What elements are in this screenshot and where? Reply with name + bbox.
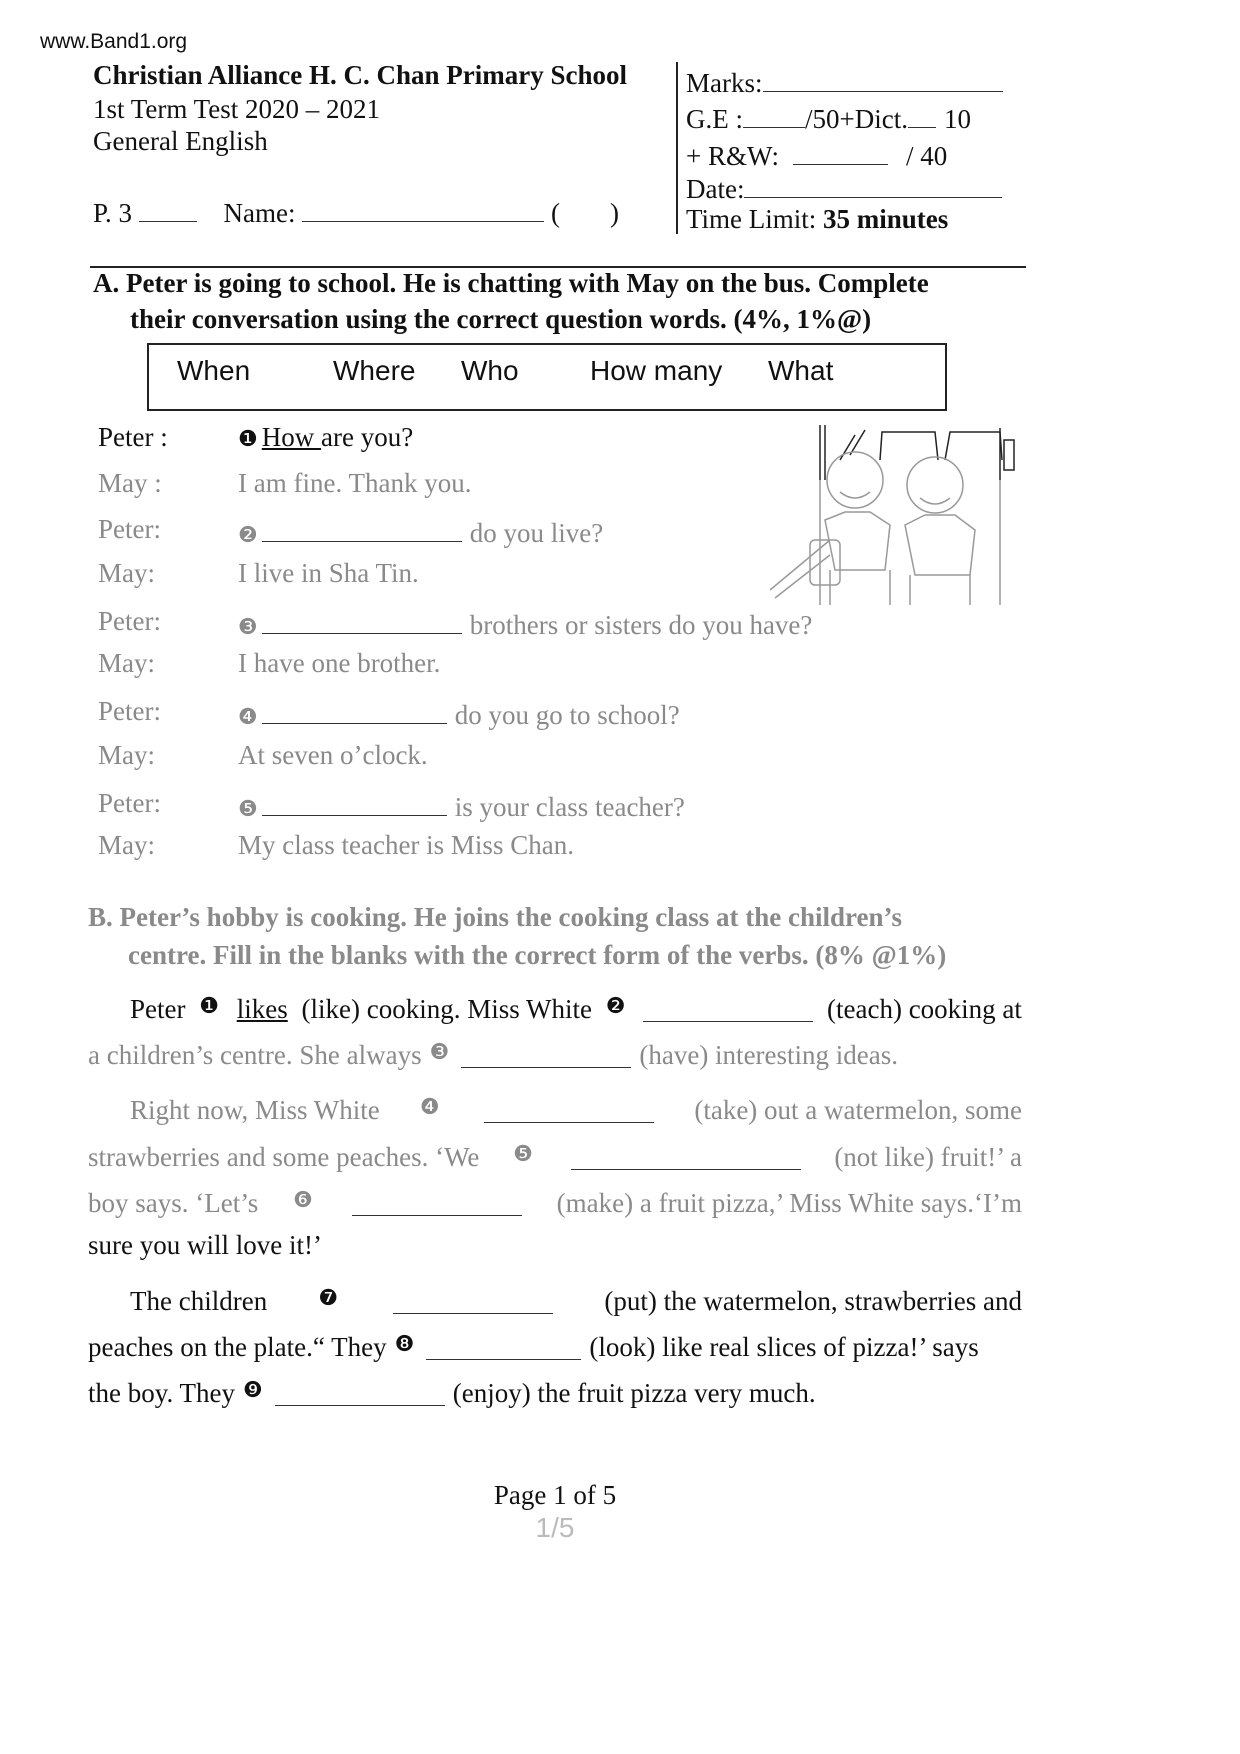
utterance [238,830,574,861]
speaker-label: May: [98,558,155,588]
speaker-label: May : [98,468,162,498]
time-label: Time Limit: [686,204,817,234]
passage-text: (take) out a watermelon, some [694,1095,1022,1125]
subject: General English [93,126,268,156]
utterance-text: At seven o’clock. [238,740,428,770]
word-bank-how-many: How many [590,355,723,386]
dialogue-row [98,788,998,828]
rw-line [686,137,947,172]
speaker-label: Peter: [98,788,161,818]
question-number-icon: ❹ [420,1095,440,1120]
question-number-icon: ❺ [238,797,258,822]
passage-line [130,1095,1022,1126]
utterance [238,558,419,589]
answer-blank[interactable] [262,696,447,724]
date-blank[interactable] [744,170,1002,198]
utterance [238,468,471,499]
dict-total: 10 [943,104,971,134]
question-text: do you live? [469,518,604,548]
speaker-label: Peter: [98,696,161,726]
passage-text: Peter [130,994,186,1024]
passage-text: (enjoy) the fruit pizza very much. [452,1378,816,1408]
passage-text: strawberries and some peaches. ‘We [88,1142,480,1172]
utterance-text: I am fine. Thank you. [238,468,472,498]
bus-children-illustration [770,420,1020,610]
speaker-label: May: [98,648,155,678]
speaker-label: Peter: [98,514,161,544]
verb-blank[interactable] [571,1142,801,1170]
passage-text: (put) the watermelon, strawberries and [604,1286,1022,1316]
ge-total: /50+Dict. [805,104,908,134]
utterance-text: My class teacher is Miss Chan. [238,830,574,860]
word-bank-where: Where [333,355,416,386]
passage-text: (look) like real slices of pizza!’ says [589,1332,979,1362]
word-bank [147,343,947,411]
utterance [238,606,812,641]
question-number-icon: ❷ [238,523,258,548]
passage-text: The children [130,1286,268,1316]
time-limit [686,204,948,235]
verb-blank[interactable] [484,1095,654,1123]
question-number-icon: ❾ [242,1378,263,1403]
viewer-page-indicator: 1/5 [535,1512,575,1543]
time-value: 35 minutes [823,204,949,234]
passage-line [88,1142,1022,1173]
utterance [238,696,680,731]
rw-blank[interactable] [793,137,888,165]
ge-blank[interactable] [743,100,805,128]
question-number-icon: ❹ [238,705,258,730]
dialogue-row [98,606,998,646]
passage-line [130,994,1022,1025]
dialogue-row [98,740,998,780]
passage-line [88,1378,1022,1409]
utterance [238,422,413,453]
utterance [238,514,603,549]
utterance-text: I live in Sha Tin. [238,558,419,588]
answer-blank[interactable] [262,606,462,634]
section-b-instruction-1: B. Peter’s hobby is cooking. He joins the cooking class at the children’s [88,902,903,932]
verb-blank[interactable] [426,1332,581,1360]
question-text: do you go to school? [454,700,680,730]
passage-text: (like) cooking. Miss White [301,994,592,1024]
verb-blank[interactable] [461,1040,631,1068]
question-number-icon: ❸ [429,1040,450,1065]
speaker-label: Peter : [98,422,168,452]
question-number-icon: ❷ [605,994,626,1019]
word-bank-who: Who [461,355,519,386]
question-number-icon: ❼ [318,1286,339,1311]
verb-blank[interactable] [352,1188,522,1216]
answer-filled[interactable]: likes [236,994,288,1024]
passage-text: a children’s centre. She always [88,1040,422,1070]
question-number-icon: ❸ [238,615,258,640]
speaker-label: May: [98,740,155,770]
test-title: 1st Term Test 2020 – 2021 [93,94,380,124]
passage-text: peaches on the plate.“ They [88,1332,387,1362]
rw-total: / 40 [905,141,948,171]
utterance [238,740,428,771]
passage-text: the boy. They [88,1378,235,1408]
passage-line [130,1286,1022,1317]
section-a-instruction-2: their conversation using the correct question words. (4%, 1%@) [130,304,872,334]
page-number: Page 1 of 5 [493,1480,617,1510]
dialogue-row [98,696,998,736]
question-number-icon: ❽ [394,1332,415,1357]
question-text: is your class teacher? [454,792,685,822]
marks-label: Marks: [686,68,763,98]
passage-text: boy says. ‘Let’s [88,1188,259,1218]
verb-blank[interactable] [643,994,813,1022]
speaker-label: Peter: [98,606,161,636]
class-number-open: ( [551,198,561,228]
answer-blank[interactable] [262,788,447,816]
section-b-instruction-2: centre. Fill in the blanks with the correct form of the verbs. (8% @1%) [128,940,947,970]
class-name-line [93,194,619,229]
section-a-instruction-1: A. Peter is going to school. He is chatting with May on the bus. Complete [93,268,929,298]
header-divider [676,62,678,234]
utterance [238,648,440,679]
utterance-text: I have one brother. [238,648,441,678]
answer-filled[interactable]: How [261,422,321,452]
speaker-label: May: [98,830,155,860]
answer-blank[interactable] [262,514,462,542]
passage-line [88,1230,1022,1261]
question-number-icon: ❺ [513,1142,533,1167]
word-bank-what: What [768,355,834,386]
passage-text: (teach) cooking at [827,994,1022,1024]
utterance [238,788,685,823]
question-number-icon: ❶ [199,994,219,1019]
name-label: Name: [223,198,296,228]
ge-label: G.E : [686,104,743,134]
date-line [686,170,1002,205]
verb-blank[interactable] [393,1286,553,1314]
marks-line [686,64,1003,99]
passage-text: (not like) fruit!’ a [834,1142,1022,1172]
passage-line [88,1188,1022,1219]
date-label: Date: [686,174,745,204]
rw-label: + R&W: [686,141,779,171]
passage-line [88,1332,1022,1363]
name-blank[interactable] [302,194,544,222]
dialogue-row [98,830,998,870]
ge-line [686,100,971,135]
passage-text: sure you will love it!’ [88,1230,322,1260]
watermark: www.Band1.org [40,30,188,53]
class-blank[interactable] [139,194,197,222]
question-number-icon: ❻ [293,1188,313,1213]
question-number-icon: ❶ [238,427,258,452]
question-text: brothers or sisters do you have? [469,610,813,640]
marks-blank[interactable] [763,64,1003,92]
school-name: Christian Alliance H. C. Chan Primary School [93,60,628,90]
passage-text: Right now, Miss White [130,1095,380,1125]
passage-line [88,1040,1022,1071]
verb-blank[interactable] [275,1378,445,1406]
dict-blank[interactable] [908,100,936,128]
question-text: are you? [320,422,414,452]
word-bank-when: When [177,355,251,386]
passage-text: (make) a fruit pizza,’ Miss White says.‘I’m [556,1188,1022,1218]
passage-text: (have) interesting ideas. [639,1040,899,1070]
dialogue-row [98,648,998,688]
class-number-close: ) [610,198,620,228]
class-label: P. 3 [93,198,133,228]
